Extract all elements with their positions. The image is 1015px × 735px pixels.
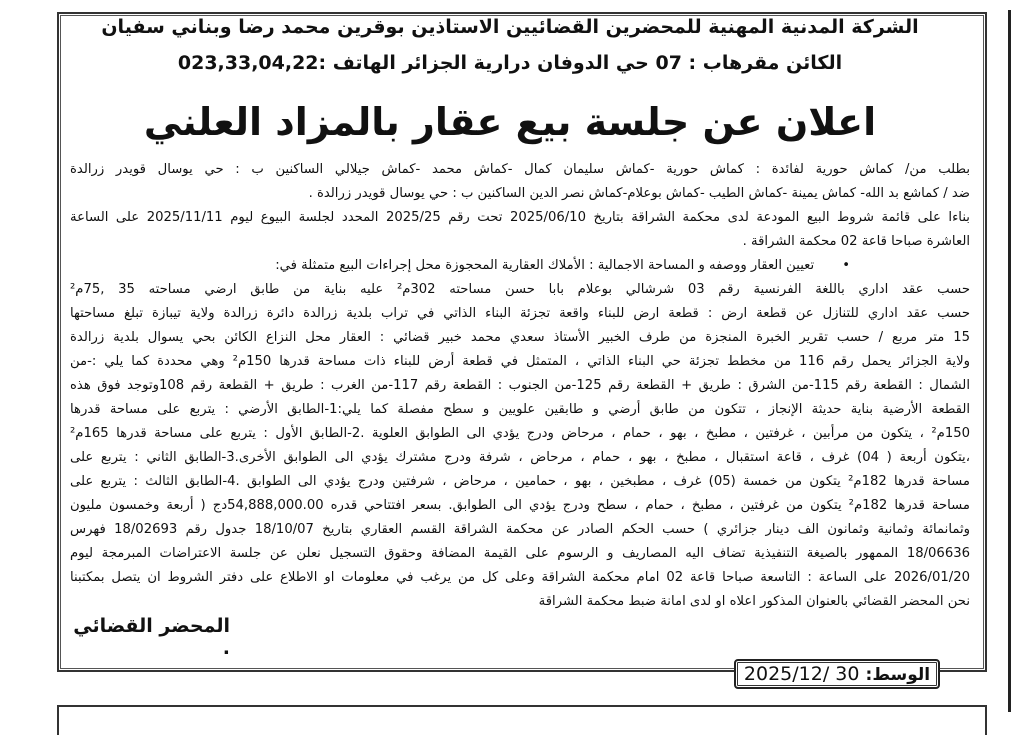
body-line: نحن المحضر القضائي بالعنوان المذكور اعلاه او لدى امانة ضبط محكمة الشراقة [538,594,970,609]
bullet-icon: • [842,258,850,273]
body-line: بطلب من/ كماش حورية لفائدة : كماش حورية -كماش سليمان كمال -كماش محمد -كماش جيلالي الساكنين ب : حي يوسال قويدر زرالدة [70,162,970,177]
body-line: بناءا على قائمة شروط البيع المودعة لدى محكمة الشراقة بتاريخ 2025/06/10 تحت رقم 2025/25 المحدد لجلسة البيوع ليوم 2025/11/11 على الساعة [70,210,970,225]
body-line: 15 متر مربع / حسب تقرير الخبرة المنجزة من طرف الخبير الأستاذ سعدي محمد خبير قضائي : العقار محل النزاع الكائن بحي يسوال بلدية زرالدة [70,330,970,345]
signature: المحضر القضائي . [73,615,230,659]
body-line: مساحة قدرها 182م² يتكون من خمسة (05) غرف ، مطبخين ، بهو ، حمامين ، مرحاض ، شرفتين ودرج يؤدي الى الطوابق .4-الطابق الثالث : يتربع على [70,474,970,489]
body-line: 2026/01/20 على الساعة : التاسعة صباحا قاعة 02 امام محكمة الشراقة وعلى كل من يرغب في معلومات او الاطلاع على دفتر الشروط ان يتصل بمكتبنا [70,570,970,585]
body-line: العاشرة صباحا قاعة 02 محكمة الشراقة . [742,234,970,249]
publication-date-box [734,659,940,689]
body-line: 150م² ، يتكون من مرأبين ، غرفتين ، مطبخ ، بهو ، حمام ، مرحاض ودرج يؤدي الى الطوابق العلوية .2-الطابق الأول : يتربع على مساحة قدرها 165م² [70,426,970,441]
office-address: الكائن مقرهاب : 07 حي الدوفان درارية الجزائر الهاتف :023,33,04,22 [177,52,843,74]
newspaper-name: الوسط: [865,665,931,685]
body-line: وثمانمائة وثمانية وثمانون الف دينار جزائري ) حسب الحكم الصادر عن محكمة الشراقة القسم العقاري بتاريخ 18/10/07 جدول رقم 18/02693 فهرس [70,522,970,537]
body-line: مساحة قدرها 182م² يتكون من غرفتين ، مطبخ ، حمام ، سطح ودرج يؤدي الى الطوابق. بسعر افتتاحي قدره 54,888,000.00دج ( أربعة وخمسون مليون [70,498,970,513]
body-line: ضد / كماشع بد الله- كماش يمينة -كماش الطيب -كماش بوعلام-كماش نصر الدين الساكنين ب : حي يوسال قويدر زرالدة . [308,186,970,201]
notice-title: اعلان عن جلسة بيع عقار بالمزاد العلني [143,100,877,144]
body-line: حسب عقد اداري باللغة الفرنسية رقم 03 شرشالي بوعلام بابا حسن مساحته 302م² عليه بناية من طابق ارضي مساحته 35 ,75م² [70,282,970,297]
office-name: الشركة المدنية المهنية للمحضرين القضائيين الاستاذين بوقرين محمد رضا وبناني سفيان [101,16,919,38]
column-divider [1008,10,1011,712]
body-line: ،يتكون أربعة ( 04) غرف ، قاعة استقبال ، مطبخ ، بهو ، حمام ، مرحاض ، شرفة ودرج مشترك يؤدي الى الطوابق الأخرى.3-الطابق الثاني : يتربع على [70,450,970,465]
next-notice-frame [57,705,987,735]
body-line: الشمال : القطعة رقم 115-من الشرق : طريق + القطعة رقم 125-من الجنوب : القطعة رقم 117-من الغرب : طريق + القطعة رقم 108وتوجد فوق هذه [70,378,970,393]
body-line: القطعة الأرضية بناية حديثة الإنجاز ، تتكون من طابق أرضي و طابقين علويين و سطح مفصلة كما يلي:1-الطابق الأرضي : يتربع على مساحة قدرها [70,402,970,417]
body-line: 18/06636 الممهور بالصيغة التنفيذية تضاف اليه المصاريف و الرسوم على القيمة المضافة وحقوق التسجيل نعلن عن جلسة الاعتراضات المبرمجة ليوم [70,546,970,561]
publication-date: 30 /2025/12 [743,663,860,685]
body-line: تعيين العقار ووصفه و المساحة الاجمالية : الأملاك العقارية المحجوزة محل إجراءات البيع متمثلة في: [275,258,815,273]
notice-body [70,158,970,614]
body-line: ولاية الجزائر يحمل رقم 116 من مخطط تجزئة حي البناء الذاتي ، المتمثل في قطعة أرض للبناء ذات مساحة قدرها 150م² وهي محددة كما يلي :-من [70,354,970,369]
bullet-item [70,254,970,278]
body-line: حسب عقد اداري للتنازل عن قطعة ارض : قطعة ارض للبناء واقعة تجزئة البناء الذاتي في تراب بلدية زرالدة دائرة زرالدة ولاية تيبازة تبلغ مساحتها [70,306,970,321]
